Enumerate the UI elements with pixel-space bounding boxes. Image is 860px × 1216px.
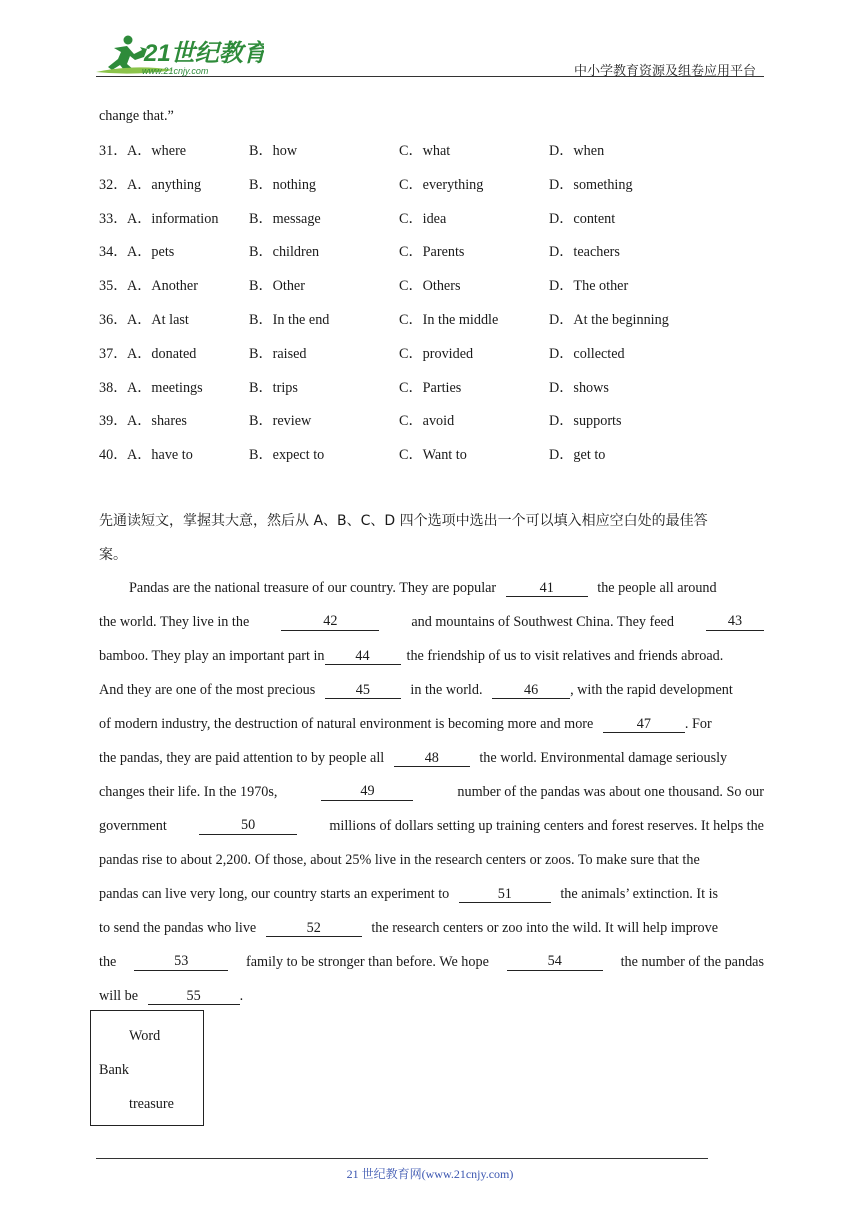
blank-53[interactable]: 53 — [134, 954, 228, 971]
option-c[interactable]: C．Parties — [399, 379, 462, 396]
blank-55[interactable]: 55 — [148, 989, 240, 1005]
option-c[interactable]: C．In the middle — [399, 312, 499, 328]
option-d[interactable]: D．something — [549, 176, 633, 193]
passage-line: Pandas are the national treasure of our country. They are popular 41 the people all around — [129, 580, 717, 596]
option-a[interactable]: A．anything — [127, 176, 202, 193]
option-b[interactable]: B．nothing — [249, 176, 317, 193]
option-b[interactable]: B．raised — [249, 345, 307, 362]
passage-line: of modern industry, the destruction of natural environment is becoming more and more 47 . For — [99, 716, 712, 732]
passage-line: bamboo. They play an important part in 44 the friendship of us to visit relatives and friends abroad. — [99, 648, 724, 664]
passage-line: the 53 family to be stronger than before. We hope 54 the number of the pandas — [99, 953, 764, 970]
blank-44[interactable]: 44 — [325, 649, 401, 665]
passage-line: the world. They live in the 42 and mountains of Southwest China. They feed 43 — [99, 614, 764, 631]
option-a[interactable]: A．meetings — [127, 379, 203, 396]
option-d[interactable]: D．content — [549, 210, 616, 227]
svg-text:21世纪教育: 21世纪教育 — [144, 40, 264, 67]
passage-tail: change that.” — [99, 108, 174, 124]
header-divider — [96, 76, 764, 77]
blank-45[interactable]: 45 — [325, 683, 401, 699]
question-number: 31． — [99, 143, 128, 159]
blank-50[interactable]: 50 — [199, 818, 297, 835]
passage-line: pandas rise to about 2,200. Of those, about 25% live in the research centers or zoos. To make sure that the — [99, 852, 700, 868]
option-c[interactable]: C．everything — [399, 176, 484, 193]
platform-name: 中小学教育资源及组卷应用平台 — [573, 64, 756, 79]
blank-46[interactable]: 46 — [492, 683, 570, 699]
option-d[interactable]: D．get to — [549, 447, 606, 464]
passage-line: will be 55 . — [99, 988, 244, 1004]
blank-42[interactable]: 42 — [281, 614, 379, 631]
blank-54[interactable]: 54 — [507, 954, 603, 971]
site-logo — [94, 34, 264, 78]
option-a[interactable]: A．donated — [127, 345, 197, 362]
option-b[interactable]: B．In the end — [249, 312, 330, 328]
passage-line: And they are one of the most precious 45 in the world. 46 , with the rapid development — [99, 682, 733, 698]
footer-divider — [96, 1158, 708, 1159]
option-a[interactable]: A．At last — [127, 312, 189, 328]
option-a[interactable]: A．have to — [127, 447, 193, 464]
svg-text:www.21cnjy.com: www.21cnjy.com — [142, 66, 209, 76]
option-c[interactable]: C．Want to — [399, 447, 467, 464]
word-bank-title-2: Bank — [99, 1062, 129, 1078]
blank-51[interactable]: 51 — [459, 887, 551, 903]
option-c[interactable]: C．Others — [399, 278, 461, 295]
option-c[interactable]: C．Parents — [399, 244, 465, 261]
word-bank-title-1: Word — [129, 1028, 161, 1044]
blank-48[interactable]: 48 — [394, 751, 470, 767]
option-a[interactable]: A．where — [127, 143, 187, 159]
option-c[interactable]: C．provided — [399, 345, 474, 362]
option-b[interactable]: B．expect to — [249, 447, 325, 464]
option-c[interactable]: C．what — [399, 143, 451, 159]
option-b[interactable]: B．trips — [249, 379, 298, 396]
blank-43[interactable]: 43 — [706, 614, 764, 631]
option-c[interactable]: C．avoid — [399, 413, 455, 430]
blank-52[interactable]: 52 — [266, 921, 362, 937]
question-number: 36． — [99, 312, 128, 328]
word-bank-item: treasure — [129, 1096, 174, 1112]
passage-line: to send the pandas who live 52 the research centers or zoo into the wild. It will help improve — [99, 920, 719, 936]
question-number: 40． — [99, 447, 128, 464]
passage-line: government 50 millions of dollars setting up training centers and forest reserves. It helps the — [99, 817, 764, 834]
passage-line: the pandas, they are paid attention to by people all 48 the world. Environmental damage seriously — [99, 750, 728, 766]
runner-logo-icon — [94, 34, 264, 78]
option-b[interactable]: B．how — [249, 143, 298, 159]
passage-line: pandas can live very long, our country starts an experiment to 51 the animals’ extinction. It is — [99, 886, 719, 902]
question-number: 38． — [99, 379, 128, 396]
option-d[interactable]: D．when — [549, 143, 605, 159]
option-c[interactable]: C．idea — [399, 210, 447, 227]
option-d[interactable]: D．supports — [549, 413, 622, 430]
question-number: 35． — [99, 278, 128, 295]
option-a[interactable]: A．pets — [127, 244, 175, 261]
option-b[interactable]: B．review — [249, 413, 312, 430]
passage-line: changes their life. In the 1970s, 49 number of the pandas was about one thousand. So our — [99, 783, 764, 800]
blank-47[interactable]: 47 — [603, 717, 685, 733]
instruction-line-1: 先通读短文，掌握其大意，然后从 A、B、C、D 四个选项中选出一个可以填入相应空白处的最佳答 — [99, 513, 708, 529]
option-a[interactable]: A．information — [127, 210, 219, 227]
word-bank — [90, 1010, 204, 1126]
question-number: 33． — [99, 210, 128, 227]
blank-49[interactable]: 49 — [321, 784, 413, 801]
option-d[interactable]: D．collected — [549, 345, 625, 362]
question-number: 34． — [99, 244, 128, 261]
option-b[interactable]: B．message — [249, 210, 321, 227]
question-number: 32． — [99, 176, 128, 193]
footer-text: 21 世纪教育网(www.21cnjy.com) — [346, 1167, 514, 1181]
instruction-line-2: 案。 — [99, 547, 127, 563]
option-d[interactable]: D．shows — [549, 379, 609, 396]
question-number: 37． — [99, 345, 128, 362]
option-b[interactable]: B．Other — [249, 278, 305, 295]
option-d[interactable]: D．teachers — [549, 244, 620, 261]
blank-41[interactable]: 41 — [506, 581, 588, 597]
option-b[interactable]: B．children — [249, 244, 320, 261]
question-number: 39． — [99, 413, 128, 430]
option-a[interactable]: A．shares — [127, 413, 187, 430]
option-a[interactable]: A．Another — [127, 278, 198, 295]
option-d[interactable]: D．At the beginning — [549, 312, 669, 328]
option-d[interactable]: D．The other — [549, 278, 629, 295]
